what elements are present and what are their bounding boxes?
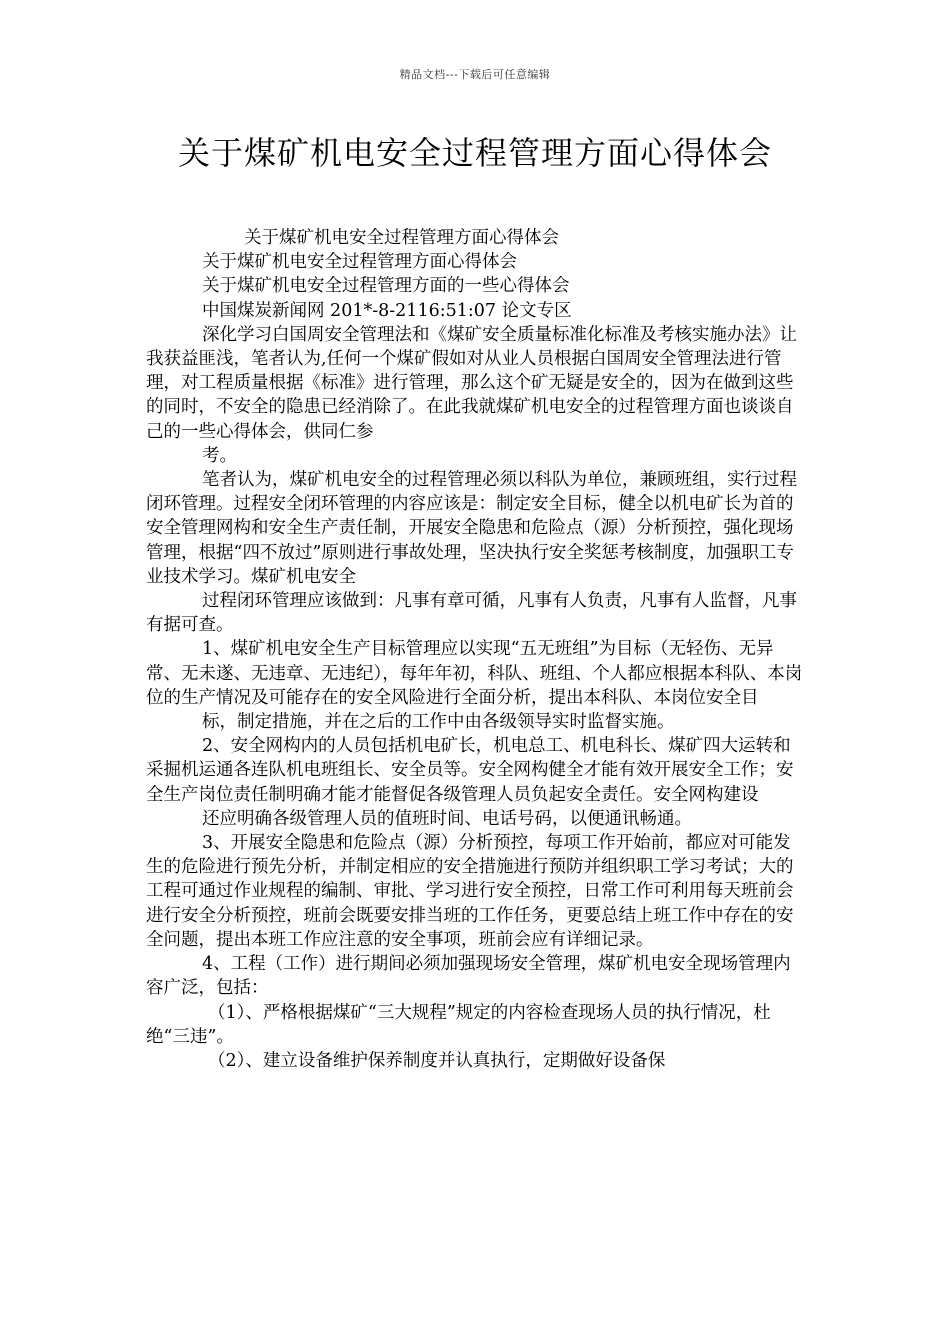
paragraph-3: 过程闭环管理应该做到：凡事有章可循，凡事有人负责，凡事有人监督，凡事有据可查。 — [146, 591, 797, 636]
paragraph-1: 深化学习白国周安全管理法和《煤矿安全质量标准化标准及考核实施办法》让我获益匪浅，笔者认为,任何一个煤矿假如对从业人员根据白国周安全管理法进行管理，对工程质量根据《标准》进行管理，那么这个矿无疑是安全的，因为在做到这些的同时，不安全的隐患已经消除了。在此我就煤矿机电安全的过程管理方面也谈谈自己的一些心得体会，供同仁参 — [146, 324, 797, 442]
paragraph-8: （1）、严格根据煤矿“三大规程”规定的内容检查现场人员的执行情况，杜绝“三违”。 — [146, 1002, 771, 1047]
document-title: 关于煤矿机电安全过程管理方面心得体会 — [177, 134, 772, 172]
paragraph-5: 2、安全网构内的人员包括机电矿长，机电总工、机电科长、煤矿四大运转和采掘机运通各连队机电班组长、安全员等。安全网构健全才能有效开展安全工作；安全生产岗位责任制明确才能才能督促各级管理人员负起安全责任。安全网构建设 — [146, 736, 794, 805]
paragraph-4-end: 标，制定措施，并在之后的工作中由各级领导实时监督实施。 — [202, 712, 675, 733]
subtitle-line-3: 关于煤矿机电安全过程管理方面的一些心得体会 — [202, 276, 570, 297]
paragraph-1-end: 考。 — [202, 445, 237, 466]
source-line: 中国煤炭新闻网 201*-8-2116:51:07 论文专区 — [202, 300, 572, 321]
subtitle-line-1: 关于煤矿机电安全过程管理方面心得体会 — [244, 228, 559, 248]
paragraph-5-end: 还应明确各级管理人员的值班时间、电话号码，以便通讯畅通。 — [202, 808, 692, 829]
header-note: 精品文档---下载后可任意编辑 — [399, 68, 551, 81]
paragraph-2: 笔者认为，煤矿机电安全的过程管理必须以科队为单位，兼顾班组，实行过程闭环管理。过程安全闭环管理的内容应该是：制定安全目标，健全以机电矿长为首的安全管理网构和安全生产责任制，开展安全隐患和危险点（源）分析预控，强化现场管理，根据“四不放过”原则进行事故处理，坚决执行安全奖惩考核制度，加强职工专业技术学习。煤矿机电安全 — [146, 470, 797, 587]
paragraph-7: 4、工程（工作）进行期间必须加强现场安全管理，煤矿机电安全现场管理内容广泛，包括： — [146, 954, 791, 999]
document-body — [146, 226, 806, 1073]
subtitle-line-2: 关于煤矿机电安全过程管理方面心得体会 — [202, 252, 517, 273]
paragraph-9: （2）、建立设备维护保养制度并认真执行，定期做好设备保 — [208, 1050, 666, 1071]
paragraph-4: 1、煤矿机电安全生产目标管理应以实现“五无班组”为目标（无轻伤、无异常、无未遂、无违章、无违纪），每年年初，科队、班组、个人都应根据本科队、本岗位的生产情况及可能存在的安全风险进行全面分析，提出本科队、本岗位安全目 — [146, 639, 803, 708]
paragraph-6: 3、开展安全隐患和危险点（源）分析预控，每项工作开始前，都应对可能发生的危险进行预先分析，并制定相应的安全措施进行预防并组织职工学习考试；大的工程可通过作业规程的编制、审批、学习进行安全预控，日常工作可利用每天班前会进行安全分析预控，班前会既要安排当班的工作任务，更要总结上班工作中存在的安全问题，提出本班工作应注意的安全事项，班前会应有详细记录。 — [146, 833, 794, 950]
